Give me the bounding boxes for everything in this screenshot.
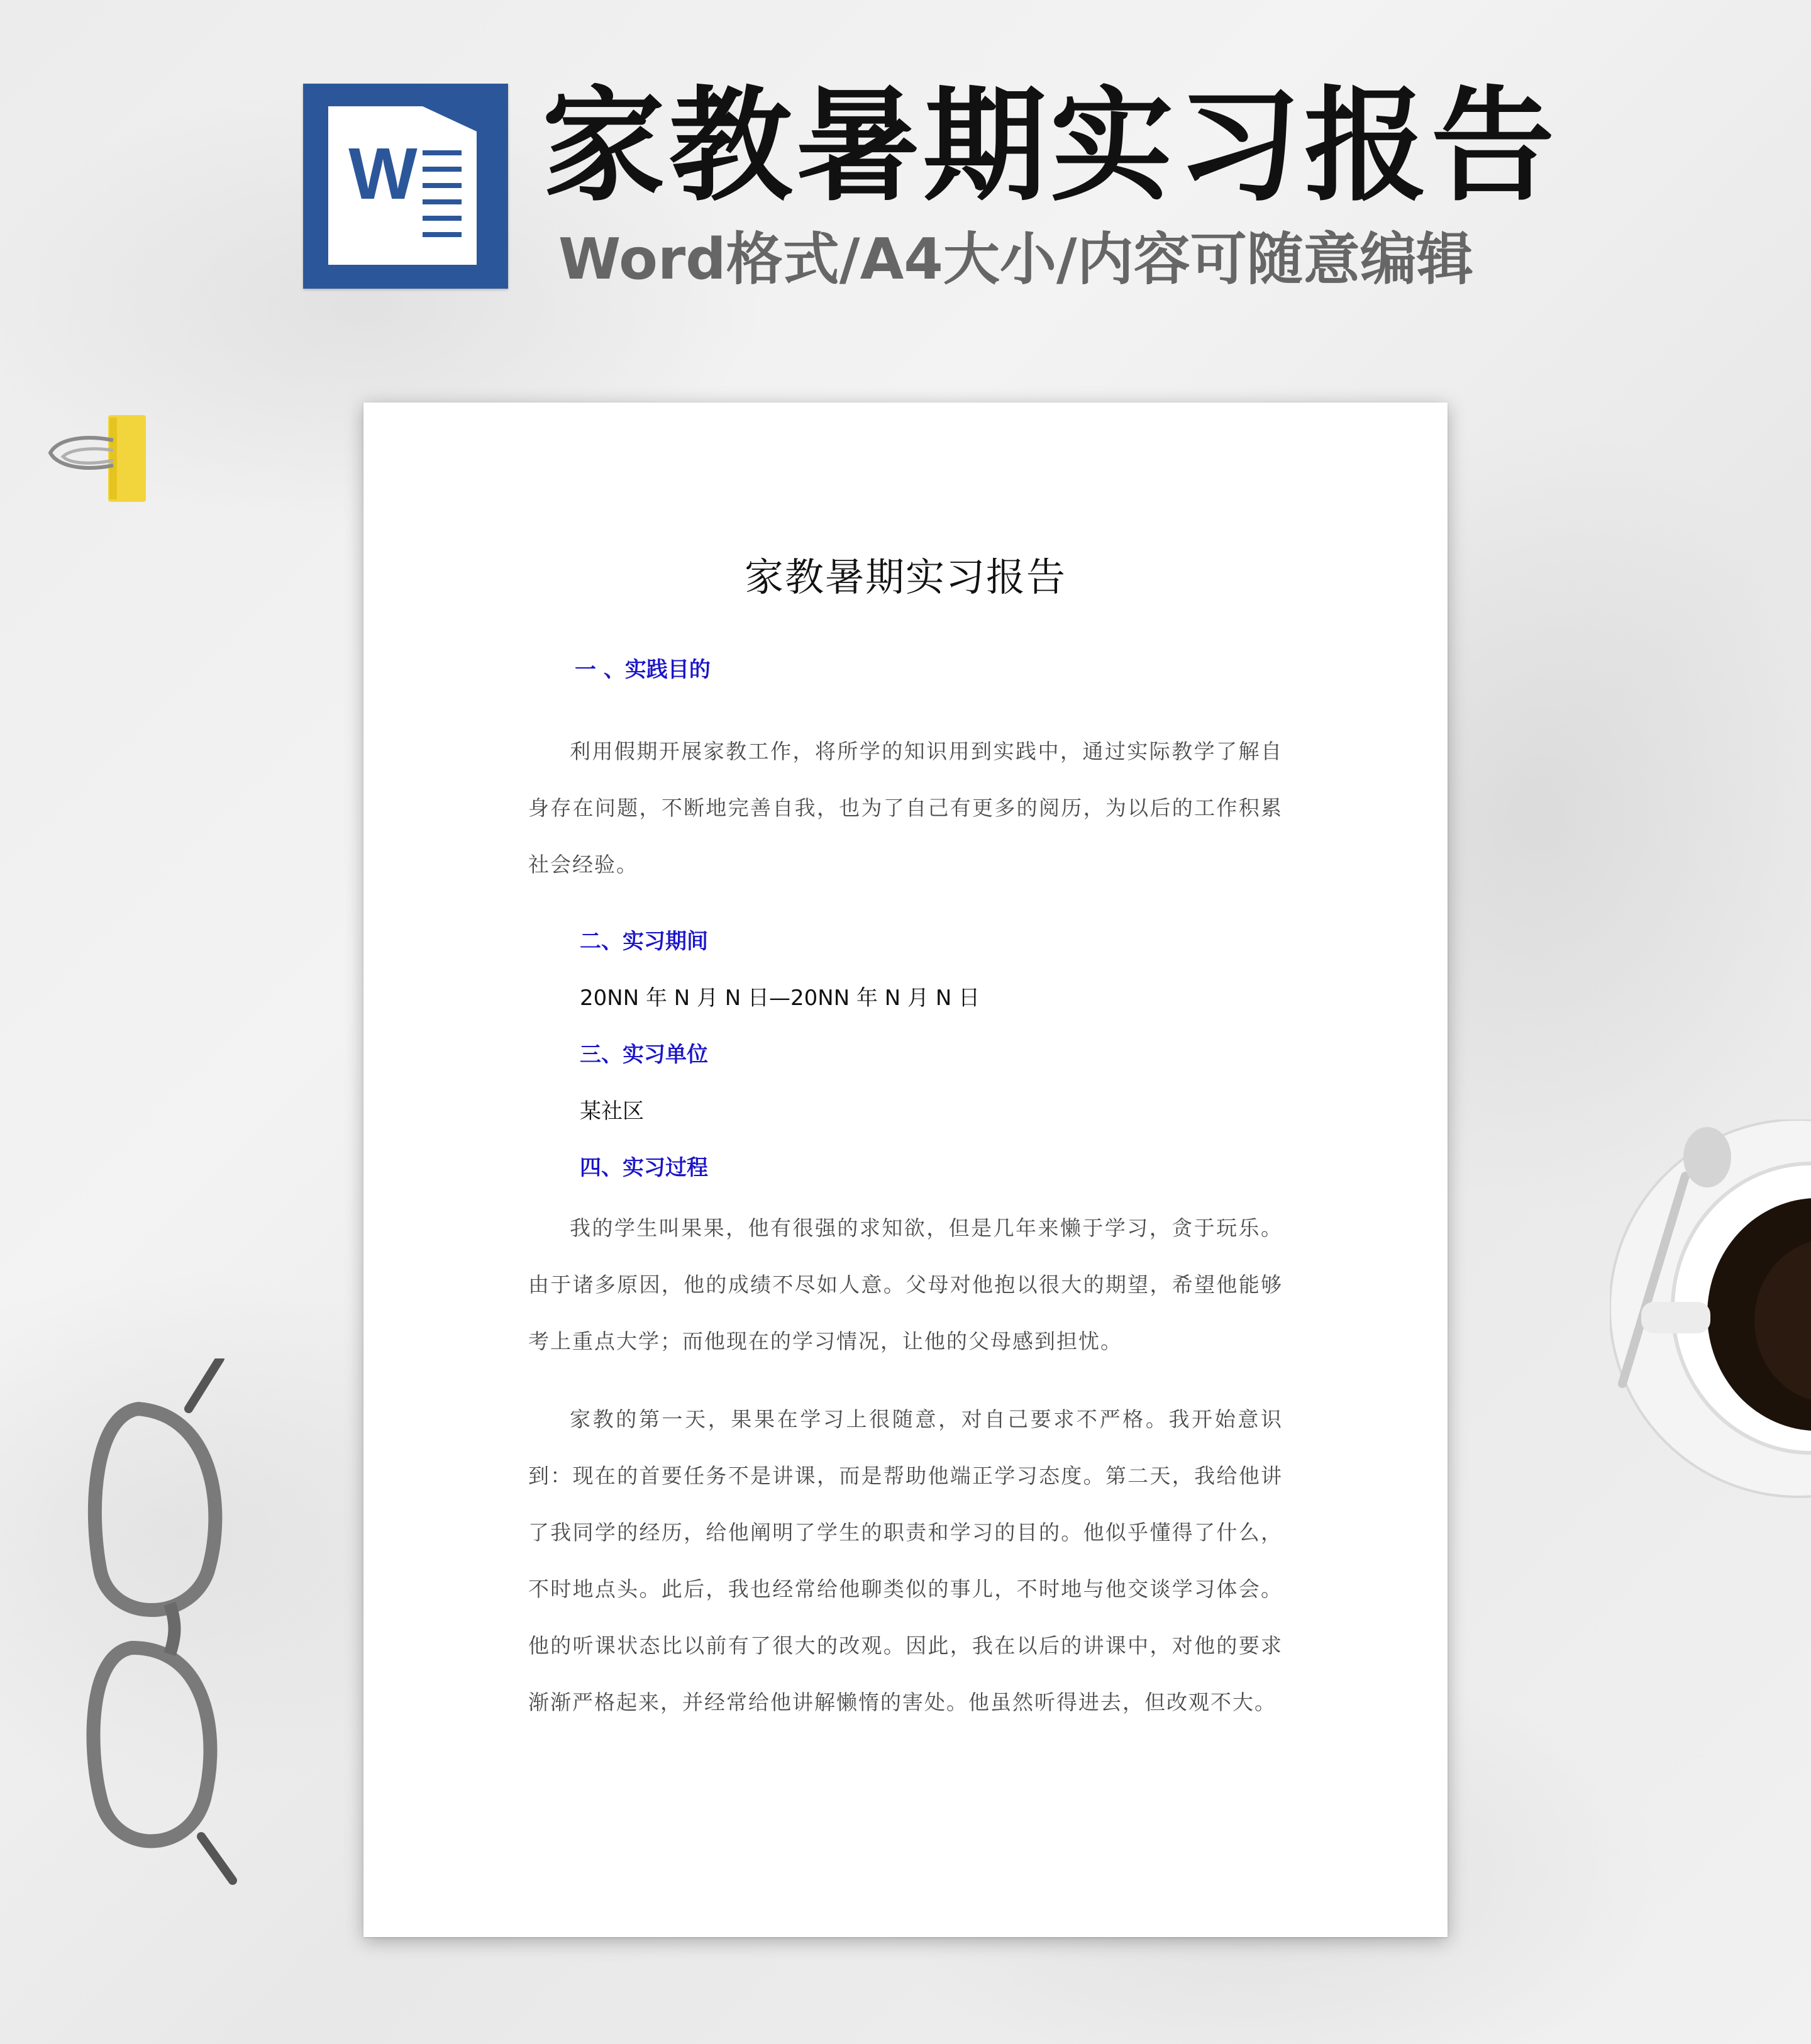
header-title: 家教暑期实习报告 bbox=[542, 75, 1559, 218]
coffee-cup-icon bbox=[1610, 1119, 1811, 1522]
section-heading-unit: 三、实习单位 bbox=[580, 1042, 708, 1067]
section-heading-period: 二、实习期间 bbox=[580, 929, 708, 954]
binder-clip-icon bbox=[44, 415, 157, 503]
section-purpose-text: 利用假期开展家教工作，将所学的知识用到实践中，通过实际教学了解自身存在问题，不断地完善自我，也为了自己有更多的阅历，为以后的工作积累社会经验。 bbox=[528, 739, 1283, 877]
document-page bbox=[363, 403, 1448, 1937]
section-process-paragraph-1: 我的学生叫果果，他有很强的求知欲，但是几年来懒于学习，贪于玩乐。由于诸多原因，他的成绩不尽如人意。父母对他抱以很大的期望，希望他能够考上重点大学；而他现在的学习情况，让他的父母感到担忧。 bbox=[528, 1216, 1283, 1353]
document-title: 家教暑期实习报告 bbox=[744, 554, 1066, 600]
section-unit-text: 某社区 bbox=[580, 1099, 644, 1124]
header-subtitle: Word格式/A4大小/内容可随意编辑 bbox=[558, 226, 1473, 292]
section-heading-purpose: 一 、实践目的 bbox=[575, 657, 711, 682]
section-heading-process: 四、实习过程 bbox=[580, 1155, 708, 1180]
eyeglasses-icon bbox=[75, 1358, 252, 1887]
section-period-text: 20NN 年 N 月 N 日—20NN 年 N 月 N 日 bbox=[580, 986, 980, 1011]
word-logo bbox=[303, 84, 508, 289]
section-process-paragraph-2: 家教的第一天，果果在学习上很随意，对自己要求不严格。我开始意识到：现在的首要任务不是讲课，而是帮助他端正学习态度。第二天，我给他讲了我同学的经历，给他阐明了学生的职责和学习的目的。他似乎懂得了什么，不时地点头。此后，我也经常给他聊类似的事儿，不时地与他交谈学习体会。他的听课状态比以前有了很大的改观。因此，我在以后的讲课中，对他的要求渐渐严格起来，并经常给他讲解懒惰的害处。他虽然听得进去，但改观不大。 bbox=[528, 1407, 1283, 1714]
word-logo-letter: W bbox=[348, 133, 418, 214]
